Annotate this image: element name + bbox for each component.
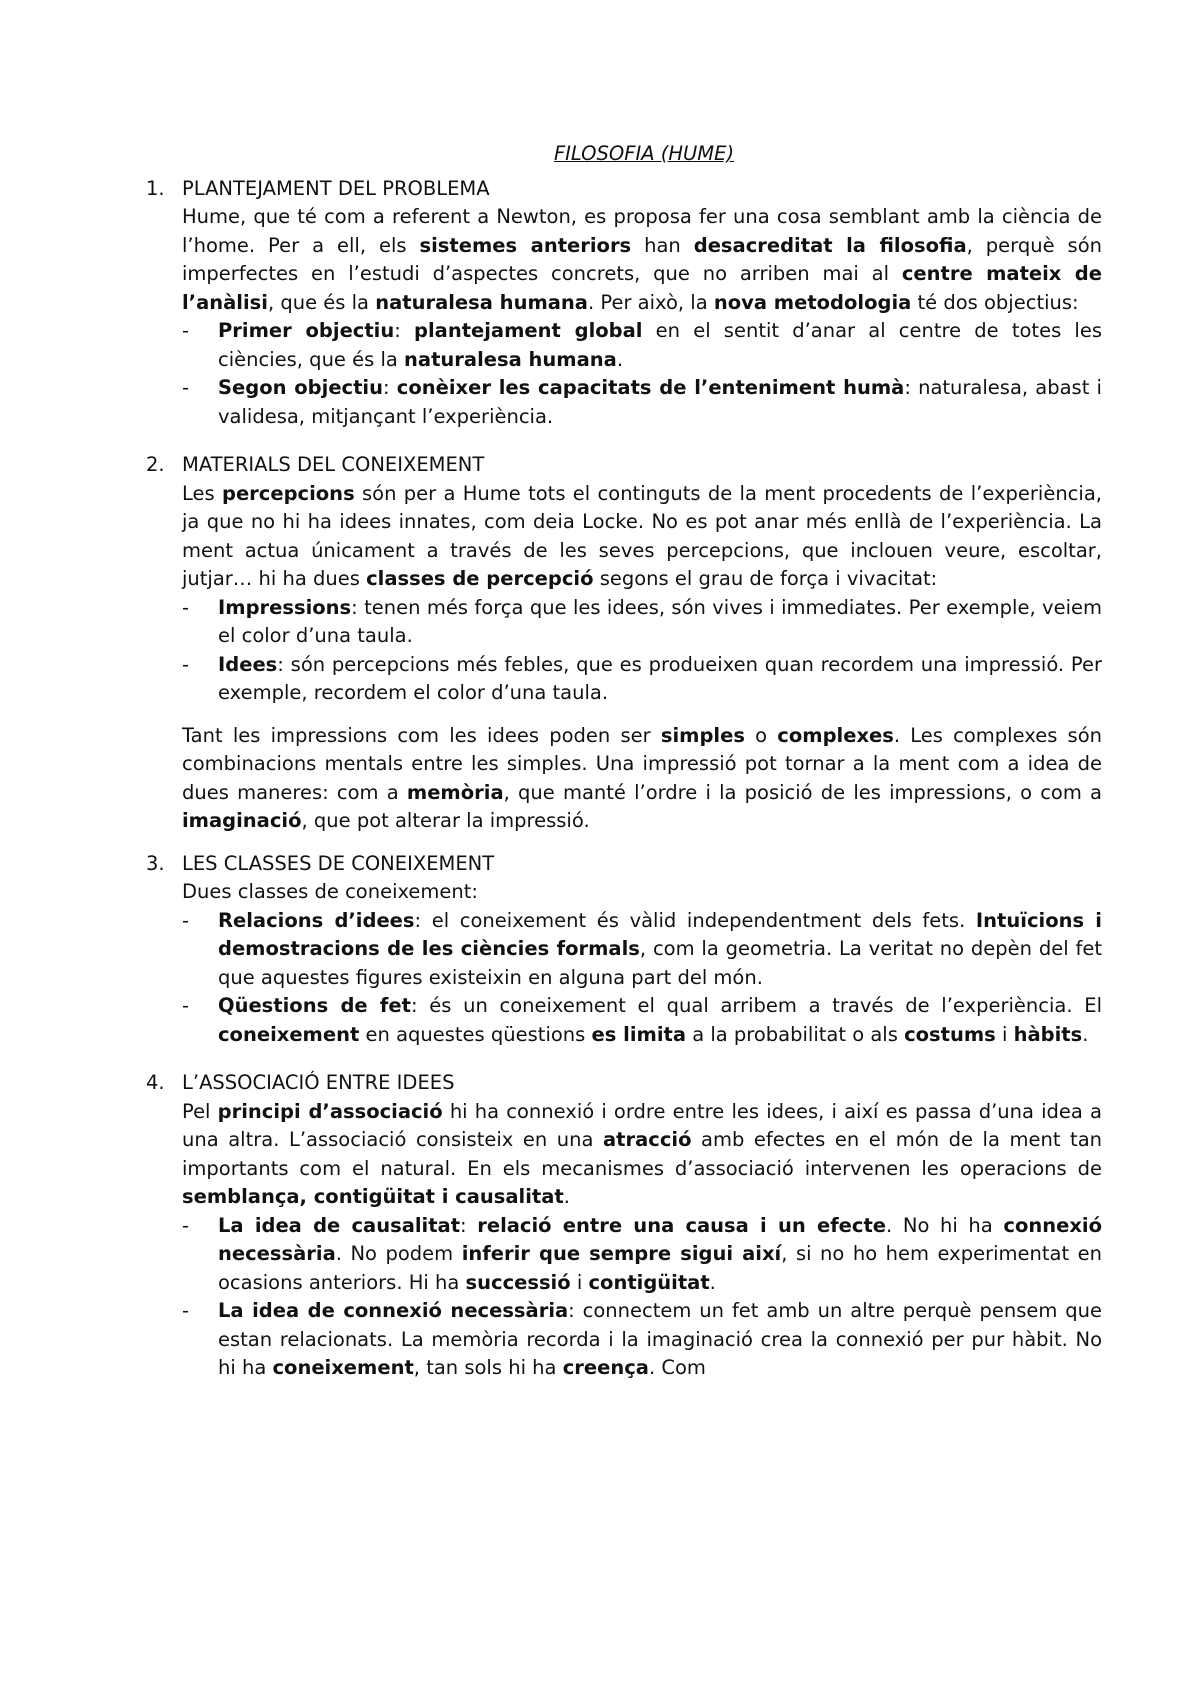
bold-text: successió xyxy=(465,1270,571,1294)
text-run: en aquestes qüestions xyxy=(359,1022,592,1046)
text-run: , que pot alterar la impressió. xyxy=(301,809,590,832)
text-run: Dues classes de coneixement: xyxy=(182,880,478,903)
section-paragraph-after xyxy=(182,722,1102,836)
bold-text: creença xyxy=(562,1356,649,1379)
section-number: 4. xyxy=(146,1071,165,1094)
text-run: , tan sols hi ha xyxy=(413,1356,563,1379)
text-run: i xyxy=(570,1270,589,1294)
bold-text: memòria xyxy=(406,780,504,804)
bold-text: plantejament global xyxy=(414,319,643,342)
bullet-item xyxy=(182,374,1102,431)
section-4 xyxy=(146,1069,1102,1383)
text-run: . Les complexes són combinacions mentals entre les simples. Una impressió pot tornar a la ment com a idea de dues maneres: com a xyxy=(182,723,1103,804)
bold-text: nova metodologia xyxy=(713,290,912,314)
bold-text: relació entre una causa i un efecte xyxy=(477,1213,887,1237)
bullet-dash: - xyxy=(182,652,190,676)
section-paragraph xyxy=(182,878,1102,907)
bold-text: simples xyxy=(660,723,745,747)
section-paragraph xyxy=(182,1098,1102,1212)
text-run: . Per això, la xyxy=(587,290,714,314)
section-paragraph xyxy=(182,480,1102,594)
text-run: , com la geometria. La veritat no depèn del fet que aquestes figures existeixin en alguna part del món. xyxy=(218,937,1102,989)
text-run: té dos objectius: xyxy=(911,290,1079,314)
bold-text: es limita xyxy=(591,1022,686,1046)
text-run: . Com xyxy=(648,1356,706,1379)
text-run: Hume, que té com a referent a Newton, es proposa fer una cosa semblant amb la ciència de l’home. Per a ell, els xyxy=(182,205,1102,257)
bullet-dash: - xyxy=(182,908,190,932)
text-run: hi ha connexió i ordre entre les idees, i així es passa d’una idea a una altra. L’associació consisteix en una xyxy=(182,1099,1102,1151)
bold-text: Idees xyxy=(218,652,278,676)
bold-text: centre mateix de l’anàlisi xyxy=(182,262,1102,314)
bold-text: hàbits xyxy=(1013,1022,1083,1046)
bold-text: Relacions d’idees xyxy=(218,908,415,932)
section-paragraph xyxy=(182,203,1102,317)
bold-text: coneixement xyxy=(218,1022,360,1046)
bullet-list xyxy=(182,1212,1102,1383)
bold-text: Segon objectiu xyxy=(218,376,383,399)
bullet-item xyxy=(182,992,1102,1049)
text-run: . No hi ha xyxy=(886,1213,1004,1237)
text-run: amb efectes en el món de la ment tan importants com el natural. En els mecanismes d’associació intervenen les operacions de xyxy=(182,1128,1102,1180)
bold-text: semblança, contigüitat i causalitat xyxy=(182,1185,564,1208)
bold-text: connexió necessària xyxy=(218,1213,1102,1265)
bold-text: coneixement xyxy=(272,1356,414,1379)
bullet-dash: - xyxy=(182,1213,190,1237)
text-run: són per a Hume tots el continguts de la ment procedents de l’experiència, ja que no hi ha idees innates, com deia Locke. No es pot anar més enllà de l’experiència. La ment actua únicament a través de les seves percepcions, que inclouen veure, escoltar, jutjar… hi ha dues xyxy=(182,481,1102,590)
bold-text: contigüitat xyxy=(588,1270,710,1294)
section-number: 1. xyxy=(146,176,165,200)
text-run: Les xyxy=(182,481,222,505)
bullet-item xyxy=(182,651,1102,708)
text-run: en el sentit d’anar al centre de totes les ciències, que és la xyxy=(218,319,1102,371)
text-run: : naturalesa, abast i validesa, mitjançant l’experiència. xyxy=(218,376,1102,428)
text-run: han xyxy=(631,233,694,257)
text-run: segons el grau de força i vivacitat: xyxy=(593,567,938,590)
section-title: MATERIALS DEL CONEIXEMENT xyxy=(182,453,485,476)
bullet-dash: - xyxy=(182,319,190,342)
text-run: , que manté l’ordre i la posició de les impressions, o com a xyxy=(503,780,1102,804)
section-title: PLANTEJAMENT DEL PROBLEMA xyxy=(182,176,490,200)
bullet-list xyxy=(182,594,1102,708)
text-run: . No podem xyxy=(335,1242,462,1265)
text-run: , si no ho hem experimentat en ocasions anteriors. Hi ha xyxy=(218,1242,1102,1294)
bullet-list xyxy=(182,907,1102,1050)
bold-text: La idea de causalitat xyxy=(218,1213,461,1237)
section-2 xyxy=(146,451,1102,836)
bullet-dash: - xyxy=(182,1299,190,1322)
text-run: o xyxy=(744,723,778,747)
bold-text: costums xyxy=(904,1022,996,1046)
bold-text: sistemes anteriors xyxy=(419,233,632,257)
text-run: . xyxy=(616,347,624,371)
bullet-item xyxy=(182,317,1102,374)
section-title: LES CLASSES DE CONEIXEMENT xyxy=(182,851,495,875)
bold-text: naturalesa humana xyxy=(375,290,588,314)
text-run: . xyxy=(563,1185,570,1208)
section-1 xyxy=(146,175,1102,432)
bullet-item xyxy=(182,1212,1102,1298)
section-number: 2. xyxy=(146,453,165,476)
text-run: i xyxy=(995,1022,1014,1046)
bullet-list xyxy=(182,317,1102,431)
bold-text: imaginació xyxy=(182,809,302,832)
text-run: a la probabilitat o als xyxy=(686,1022,905,1046)
text-run: : connectem un fet amb un altre perquè pensem que estan relacionats. La memòria recorda i la imaginació crea la connexió per pur hàbit. No hi ha xyxy=(218,1299,1103,1379)
bold-text: Intuïcions i demostracions de les ciències formals xyxy=(218,908,1102,960)
bold-text: atracció xyxy=(603,1128,692,1151)
section-heading xyxy=(146,1069,1102,1098)
bullet-item xyxy=(182,907,1102,993)
text-run: , perquè són imperfectes en l’estudi d’aspectes concrets, que no arriben mai al xyxy=(182,233,1102,285)
text-run: Pel xyxy=(182,1099,218,1123)
bold-text: classes de percepció xyxy=(366,567,594,590)
section-heading xyxy=(146,850,1102,879)
bullet-dash: - xyxy=(182,595,190,619)
bullet-item xyxy=(182,1297,1102,1383)
bold-text: principi d’associació xyxy=(217,1099,443,1123)
text-run: . xyxy=(709,1270,716,1294)
bold-text: conèixer les capacitats de l’enteniment humà xyxy=(396,376,905,399)
bold-text: Primer objectiu xyxy=(218,319,395,342)
bold-text: percepcions xyxy=(222,481,355,505)
bold-text: La idea de connexió necessària xyxy=(218,1299,569,1322)
bold-text: inferir que sempre sigui així xyxy=(461,1242,782,1265)
bullet-dash: - xyxy=(182,376,190,399)
text-run: , que és la xyxy=(267,290,376,314)
section-heading xyxy=(146,175,1102,204)
text-run: : és un coneixement el qual arribem a través de l’experiència. El xyxy=(410,994,1102,1017)
text-run: : el coneixement és vàlid independentment dels fets. xyxy=(414,908,976,932)
text-run: : tenen més força que les idees, són vives i immediates. Per exemple, veiem el color d’una taula. xyxy=(218,595,1102,647)
bullet-item xyxy=(182,594,1102,651)
section-heading xyxy=(146,451,1102,480)
section-3 xyxy=(146,850,1102,1050)
bold-text: desacreditat la filosofia xyxy=(693,233,967,257)
section-title: L’ASSOCIACIÓ ENTRE IDEES xyxy=(182,1071,455,1094)
section-number: 3. xyxy=(146,851,165,875)
bullet-dash: - xyxy=(182,994,190,1017)
document-title: FILOSOFIA (HUME) xyxy=(553,142,735,165)
bold-text: Impressions xyxy=(218,595,352,619)
bold-text: complexes xyxy=(777,723,894,747)
bold-text: naturalesa humana xyxy=(404,347,617,371)
text-run: : xyxy=(394,319,415,342)
text-run: : xyxy=(460,1213,478,1237)
text-run: : xyxy=(383,376,397,399)
text-run: Tant les impressions com les idees poden ser xyxy=(182,723,661,747)
text-run: : són percepcions més febles, que es produeixen quan recordem una impressió. Per exemple, recordem el color d’una taula. xyxy=(218,652,1102,704)
text-run: . xyxy=(1082,1022,1089,1046)
bold-text: Qüestions de fet xyxy=(218,994,411,1017)
